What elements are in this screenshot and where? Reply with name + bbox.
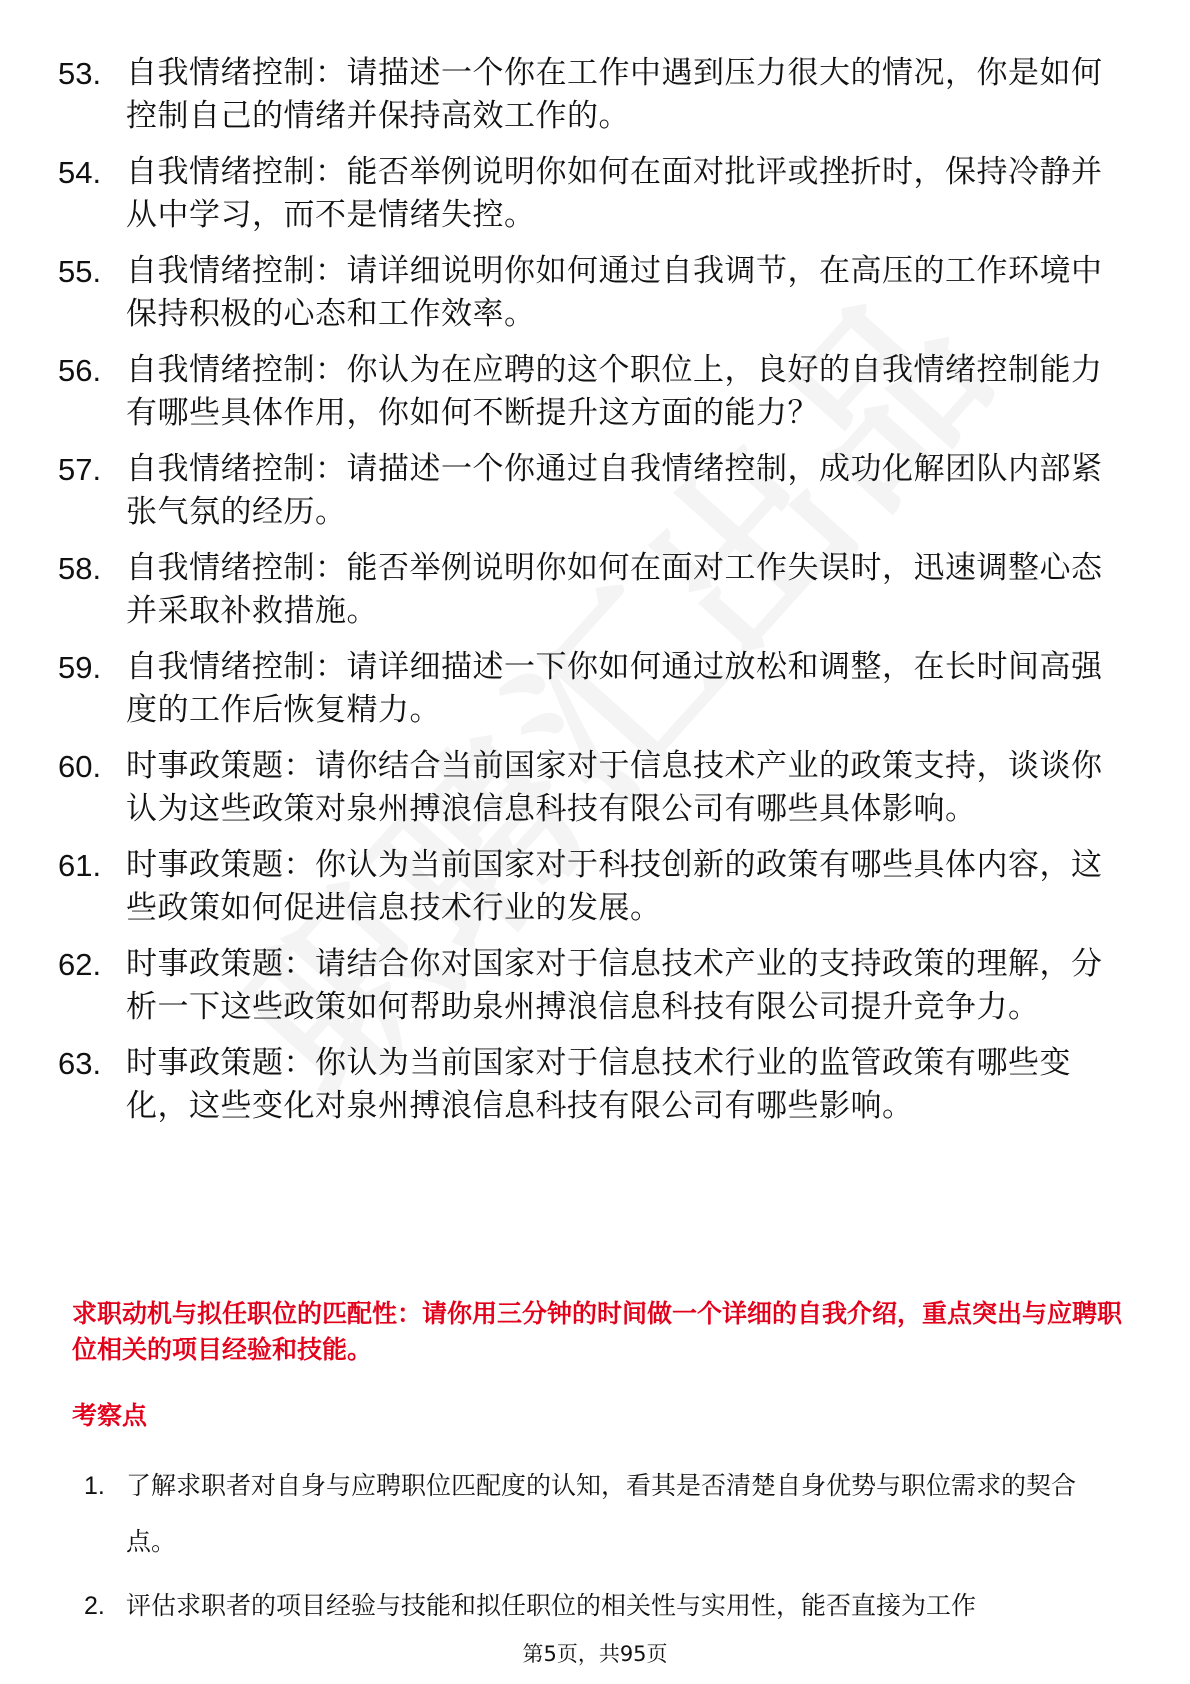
question-text: 自我情绪控制：你认为在应聘的这个职位上，良好的自我情绪控制能力有哪些具体作用，你如何不断提升这方面的能力？ <box>126 352 1103 431</box>
question-item <box>58 943 1118 1029</box>
focus-point-number: 1. <box>84 1472 105 1500</box>
question-text: 自我情绪控制：请描述一个你在工作中遇到压力很大的情况，你是如何控制自己的情绪并保持高效工作的。 <box>126 55 1103 134</box>
question-text: 自我情绪控制：能否举例说明你如何在面对批评或挫折时，保持冷静并从中学习，而不是情绪失控。 <box>126 154 1103 233</box>
focus-point-item <box>84 1458 1114 1570</box>
question-item <box>58 1042 1118 1128</box>
question-item <box>58 349 1118 435</box>
question-number: 62. <box>58 947 102 982</box>
question-number: 63. <box>58 1046 102 1081</box>
question-number: 57. <box>58 452 102 487</box>
question-number: 56. <box>58 353 102 388</box>
question-text: 自我情绪控制：能否举例说明你如何在面对工作失误时，迅速调整心态并采取补救措施。 <box>126 550 1103 629</box>
focus-points-list <box>84 1458 1114 1642</box>
question-number: 54. <box>58 155 102 190</box>
question-number: 59. <box>58 650 102 685</box>
question-text: 自我情绪控制：请描述一个你通过自我情绪控制，成功化解团队内部紧张气氛的经历。 <box>126 451 1103 530</box>
focus-point-item <box>84 1578 1114 1634</box>
focus-point-text: 了解求职者对自身与应聘职位匹配度的认知，看其是否清楚自身优势与职位需求的契合点。 <box>126 1471 1077 1556</box>
focus-point-text: 评估求职者的项目经验与技能和拟任职位的相关性与实用性，能否直接为工作 <box>126 1591 977 1620</box>
question-item <box>58 52 1118 138</box>
question-item <box>58 844 1118 930</box>
question-text: 自我情绪控制：请详细描述一下你如何通过放松和调整，在长时间高强度的工作后恢复精力。 <box>126 649 1103 728</box>
question-number: 58. <box>58 551 102 586</box>
question-number: 60. <box>58 749 102 784</box>
focus-point-number: 2. <box>84 1592 105 1620</box>
question-text: 时事政策题：你认为当前国家对于科技创新的政策有哪些具体内容，这些政策如何促进信息技术行业的发展。 <box>126 847 1103 926</box>
question-number: 55. <box>58 254 102 289</box>
page-footer: 第5页，共95页 <box>522 1642 668 1666</box>
question-text: 时事政策题：请结合你对国家对于信息技术产业的支持政策的理解，分析一下这些政策如何帮助泉州搏浪信息科技有限公司提升竞争力。 <box>126 946 1103 1025</box>
question-number: 53. <box>58 56 102 91</box>
focus-points-label: 考察点 <box>72 1401 148 1430</box>
question-item <box>58 646 1118 732</box>
question-number: 61. <box>58 848 102 883</box>
question-text: 时事政策题：请你结合当前国家对于信息技术产业的政策支持，谈谈你认为这些政策对泉州搏浪信息科技有限公司有哪些具体影响。 <box>126 748 1103 827</box>
question-item <box>58 250 1118 336</box>
question-text: 时事政策题：你认为当前国家对于信息技术行业的监管政策有哪些变化，这些变化对泉州搏浪信息科技有限公司有哪些影响。 <box>126 1045 1071 1124</box>
question-item <box>58 745 1118 831</box>
section-heading: 求职动机与拟任职位的匹配性：请你用三分钟的时间做一个详细的自我介绍，重点突出与应聘职位相关的项目经验和技能。 <box>72 1299 1123 1364</box>
question-item <box>58 448 1118 534</box>
question-list <box>58 52 1118 1141</box>
question-item <box>58 547 1118 633</box>
question-item <box>58 151 1118 237</box>
question-text: 自我情绪控制：请详细说明你如何通过自我调节，在高压的工作环境中保持积极的心态和工作效率。 <box>126 253 1103 332</box>
